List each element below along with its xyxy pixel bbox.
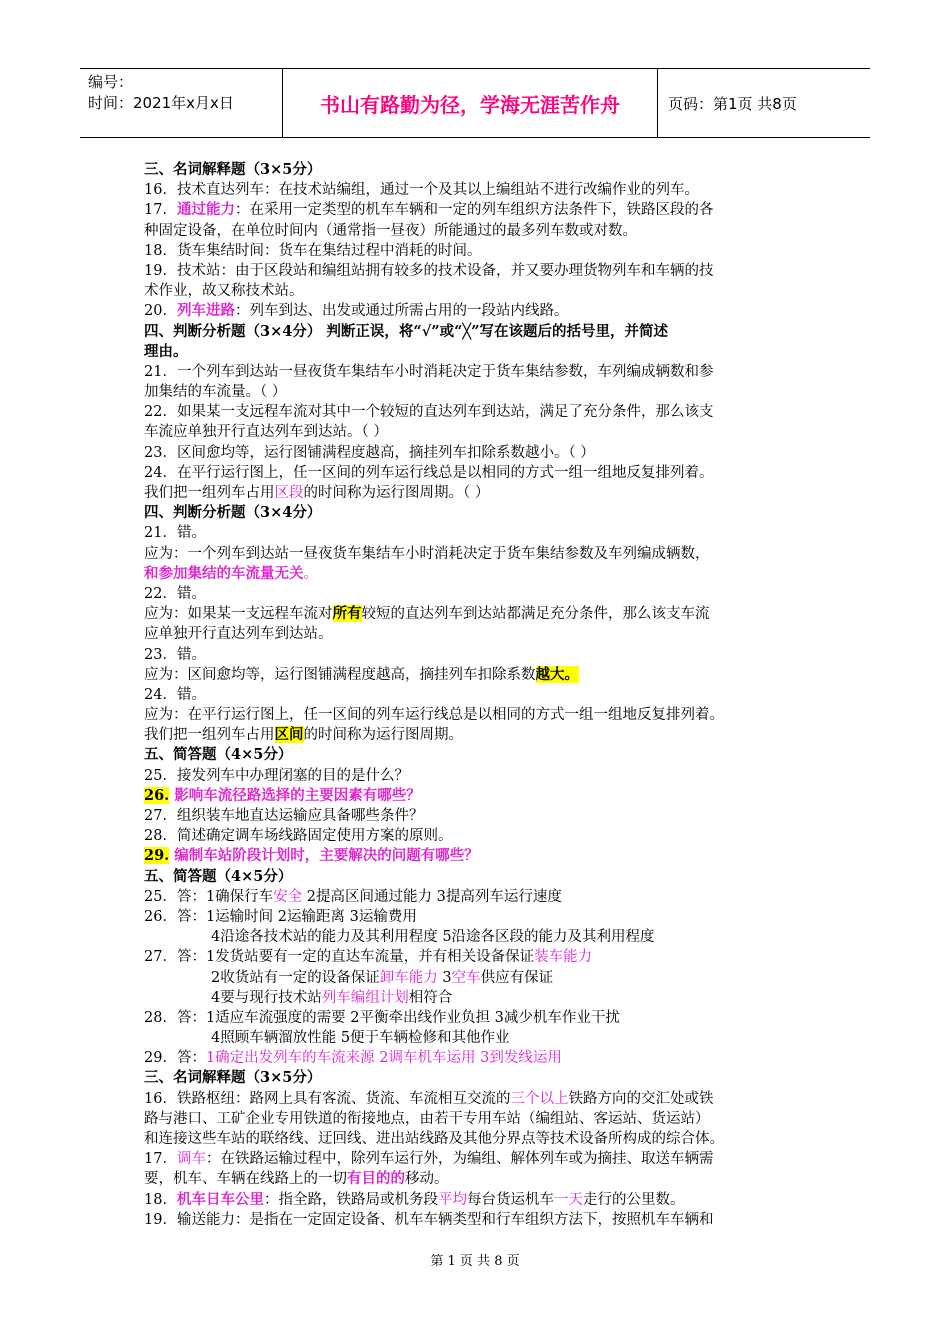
text-run: 25．接发列车中办理闭塞的目的是什么？ — [144, 767, 409, 784]
text-run: 通过能力 — [176, 201, 235, 219]
text-run: 27．组织装车地直达运输应具备哪些条件？ — [144, 808, 424, 824]
text-run: 四、判断分析题（3×4分） 判断正误，将“√”或“╳”写在该题后的括号里，并简述 — [144, 322, 668, 340]
text-run: 越大。 — [535, 665, 579, 683]
text-run: 影响车流径路选择的主要因素有哪些？ — [169, 786, 421, 804]
text-run: 2收货站有一定的设备保证 — [211, 969, 380, 986]
text-line — [144, 947, 814, 967]
text-line — [144, 1190, 814, 1210]
text-line — [144, 1109, 814, 1129]
text-run: 卸车能力 — [379, 969, 438, 986]
text-run: 理由。 — [144, 342, 188, 360]
text-line — [144, 1028, 814, 1048]
text-run: 每台货运机车 — [466, 1191, 554, 1208]
text-run: 28．简述确定调车场线路固定使用方案的原则。 — [144, 828, 453, 845]
text-run: 的时间称为运行图周期。（ ） — [303, 485, 490, 501]
text-line — [144, 887, 814, 907]
text-run: 调车 — [176, 1151, 206, 1168]
text-line — [144, 1089, 814, 1109]
text-line — [144, 766, 814, 786]
text-run: 走行的公里数。 — [582, 1191, 685, 1208]
text-line — [144, 927, 814, 947]
text-line — [144, 1210, 814, 1230]
text-run: 我们把一组列车占用 — [144, 485, 275, 501]
text-run: ：在铁路运输过程中，除列车运行外，为编组、解体列车或为摘挂、取送车辆需 — [205, 1151, 714, 1168]
text-run: 车流应单独开行直达列车到达站。（ ） — [144, 424, 388, 441]
text-line — [144, 180, 814, 200]
text-run: 种固定设备，在单位时间内（通常指一昼夜）所能通过的最多列车数或对数。 — [144, 222, 637, 239]
text-run: 机车日车公里 — [176, 1190, 264, 1208]
text-run: 所有 — [332, 605, 362, 623]
text-run: 26. — [144, 786, 170, 804]
text-line — [144, 907, 814, 927]
text-line — [144, 523, 814, 543]
text-run: 术作业，故又称技术站。 — [144, 283, 304, 300]
text-run: 应为：如果某一支远程车流对 — [144, 606, 333, 623]
document-body — [144, 160, 814, 1230]
text-run: 五、简答题（4×5分） — [144, 867, 293, 885]
text-line — [144, 786, 814, 806]
text-line — [144, 301, 814, 321]
text-run: 4沿途各技术站的能力及其利用程度 5沿途各区段的能力及其利用程度 — [211, 929, 655, 946]
text-run: 要，机车、车辆在线路上的一切 — [144, 1171, 347, 1188]
text-run: 列车编组计划 — [321, 989, 409, 1006]
text-run: 我们把一组列车占用 — [144, 727, 275, 744]
text-run: 移动。 — [405, 1171, 449, 1188]
text-run: 和连接这些车站的联络线、迂回线、进出站线路及其他分界点等技术设备所构成的综合体。 — [144, 1131, 724, 1147]
text-line — [144, 200, 814, 220]
text-run: 18． — [144, 1191, 177, 1208]
text-line — [144, 584, 814, 604]
text-run: 22．错。 — [144, 585, 206, 602]
text-run: 平均 — [437, 1191, 467, 1208]
text-line — [144, 685, 814, 705]
text-line — [144, 867, 814, 887]
text-line — [144, 544, 814, 564]
text-line — [144, 665, 814, 685]
text-line — [144, 402, 814, 422]
text-run: 16．铁路枢纽：路网上具有客流、货流、车流相互交流的 — [144, 1090, 511, 1107]
number-label: 编号： — [88, 73, 134, 91]
text-run: 应单独开行直达列车到达站。 — [144, 626, 333, 643]
text-run: 应为：在平行运行图上，任一区间的列车运行线总是以相同的方式一组一组地反复排列着。 — [144, 707, 724, 724]
text-run: 19．技术站：由于区段站和编组站拥有较多的技术设备，并又要办理货物列车和车辆的技 — [144, 262, 714, 279]
text-line — [144, 604, 814, 624]
text-run: 29．答： — [144, 1050, 206, 1067]
text-run: 路与港口、工矿企业专用铁道的衔接地点，由若干专用车站（编组站、客运站、货运站） — [144, 1110, 710, 1127]
text-run: 四、判断分析题（3×4分） — [144, 504, 322, 522]
text-run: 装车能力 — [534, 949, 593, 966]
text-line — [144, 322, 814, 342]
text-run: 安全 — [273, 888, 303, 905]
text-run: 21．错。 — [144, 525, 206, 542]
text-line — [144, 362, 814, 382]
text-run: 18．货车集结时间：货车在集结过程中消耗的时间。 — [144, 242, 482, 259]
text-line — [144, 160, 814, 180]
text-run: 较短的直达列车到达站都满足充分条件，那么该支车流 — [361, 606, 710, 623]
text-line — [144, 463, 814, 483]
text-line — [144, 806, 814, 826]
text-run: 24．在平行运行图上，任一区间的列车运行线总是以相同的方式一组一组地反复排列着。 — [144, 464, 714, 481]
text-run: 有目的的 — [347, 1170, 405, 1188]
text-run: 列车进路 — [176, 302, 235, 320]
text-line — [144, 1068, 814, 1088]
text-line — [144, 483, 814, 503]
text-run: 3 — [437, 969, 452, 986]
text-run: 2提高区间通过能力 3提高列车运行速度 — [302, 888, 562, 905]
text-line — [144, 645, 814, 665]
text-run: 17． — [144, 1151, 177, 1168]
text-run: 26．答：1运输时间 2运输距离 3运输费用 — [144, 908, 417, 925]
document-header — [80, 68, 870, 138]
text-run: 28．答：1适应车流强度的需要 2平衡牵出线作业负担 3减少机车作业干扰 — [144, 1009, 620, 1026]
text-run: 区间 — [274, 726, 304, 744]
text-run: 编制车站阶段计划时，主要解决的问题有哪些？ — [169, 847, 479, 865]
text-line — [144, 261, 814, 281]
text-run: 22．如果某一支远程车流对其中一个较短的直达列车到达站，满足了充分条件，那么该支 — [144, 404, 714, 421]
text-run: ：指全路，铁路局或机务段 — [263, 1191, 438, 1208]
text-run: 应为：一个列车到达站一昼夜货车集结车小时消耗决定于货车集结参数及车列编成辆数， — [144, 545, 710, 562]
text-line — [144, 564, 814, 584]
text-run: 加集结的车流量。（ ） — [144, 384, 287, 401]
page-footer: 第 1 页 共 8 页 — [430, 1254, 520, 1269]
text-line — [144, 342, 814, 362]
text-run: 24．错。 — [144, 686, 206, 703]
text-run: 供应有保证 — [480, 969, 554, 986]
text-run: 29. — [144, 847, 170, 865]
text-line — [144, 1169, 814, 1189]
text-run: 区段 — [274, 485, 304, 501]
text-run: 三、名词解释题（3×5分） — [144, 1069, 322, 1087]
text-run: 19．输送能力：是指在一定固定设备、机车车辆类型和行车组织方法下，按照机车车辆和 — [144, 1211, 714, 1228]
text-line — [144, 826, 814, 846]
text-line — [144, 221, 814, 241]
text-line — [144, 705, 814, 725]
text-line — [144, 725, 814, 745]
text-run: 4照顾车辆溜放性能 5便于车辆检修和其他作业 — [211, 1030, 510, 1047]
header-motto: 书山有路勤为径，学海无涯苦作舟 — [283, 69, 658, 137]
text-run: 27．答：1发货站要有一定的直达车流量，并有相关设备保证 — [144, 949, 535, 966]
text-run: 17． — [144, 202, 177, 219]
text-line — [144, 503, 814, 523]
text-run: 三、名词解释题（3×5分） — [144, 161, 322, 178]
text-run: 4要与现行技术站 — [211, 989, 322, 1006]
text-line — [144, 745, 814, 765]
text-line — [144, 988, 814, 1008]
text-run: 空车 — [451, 969, 481, 986]
text-run: 25．答：1确保行车 — [144, 888, 274, 905]
text-line — [144, 382, 814, 402]
time-label: 时间：2021年x月x日 — [88, 94, 234, 112]
text-run: 一天 — [553, 1191, 583, 1208]
header-page-label: 页码：第1页 共8页 — [668, 94, 797, 113]
text-run: 三个以上 — [510, 1090, 569, 1107]
text-run: 16．技术直达列车：在技术站编组，通过一个及其以上编组站不进行改编作业的列车。 — [144, 182, 699, 199]
text-run: 20． — [144, 303, 177, 320]
text-line — [144, 443, 814, 463]
text-run: 应为：区间愈均等，运行图铺满程度越高，摘挂列车扣除系数 — [144, 666, 536, 683]
text-line — [144, 241, 814, 261]
text-line — [144, 281, 814, 301]
text-run: 1确定出发列车的车流来源 2调车机车运用 3到发线运用 — [205, 1050, 562, 1067]
text-line — [144, 1129, 814, 1149]
text-line — [144, 422, 814, 442]
text-run: 的时间称为运行图周期。 — [303, 727, 463, 744]
text-run: 相符合 — [408, 989, 453, 1006]
text-run: 23．区间愈均等，运行图铺满程度越高，摘挂列车扣除系数越小。（ ） — [144, 444, 595, 461]
text-run: 21．一个列车到达站一昼夜货车集结车小时消耗决定于货车集结参数，车列编成辆数和参 — [144, 363, 714, 380]
text-line — [144, 846, 814, 866]
text-run: 。 — [303, 565, 318, 582]
header-meta — [80, 69, 283, 137]
text-run: 和参加集结的车流量无关 — [144, 564, 304, 582]
text-line — [144, 1149, 814, 1169]
text-line — [144, 968, 814, 988]
text-run: 铁路方向的交汇处或铁 — [568, 1090, 714, 1107]
text-run: ：列车到达、出发或通过所需占用的一段站内线路。 — [234, 303, 569, 320]
text-run: 五、简答题（4×5分） — [144, 746, 293, 764]
text-run: ：在采用一定类型的机车车辆和一定的列车组织方法条件下，铁路区段的各 — [234, 202, 714, 219]
text-line — [144, 1008, 814, 1028]
text-line — [144, 624, 814, 644]
text-run: 23．错。 — [144, 646, 206, 663]
text-line — [144, 1048, 814, 1068]
